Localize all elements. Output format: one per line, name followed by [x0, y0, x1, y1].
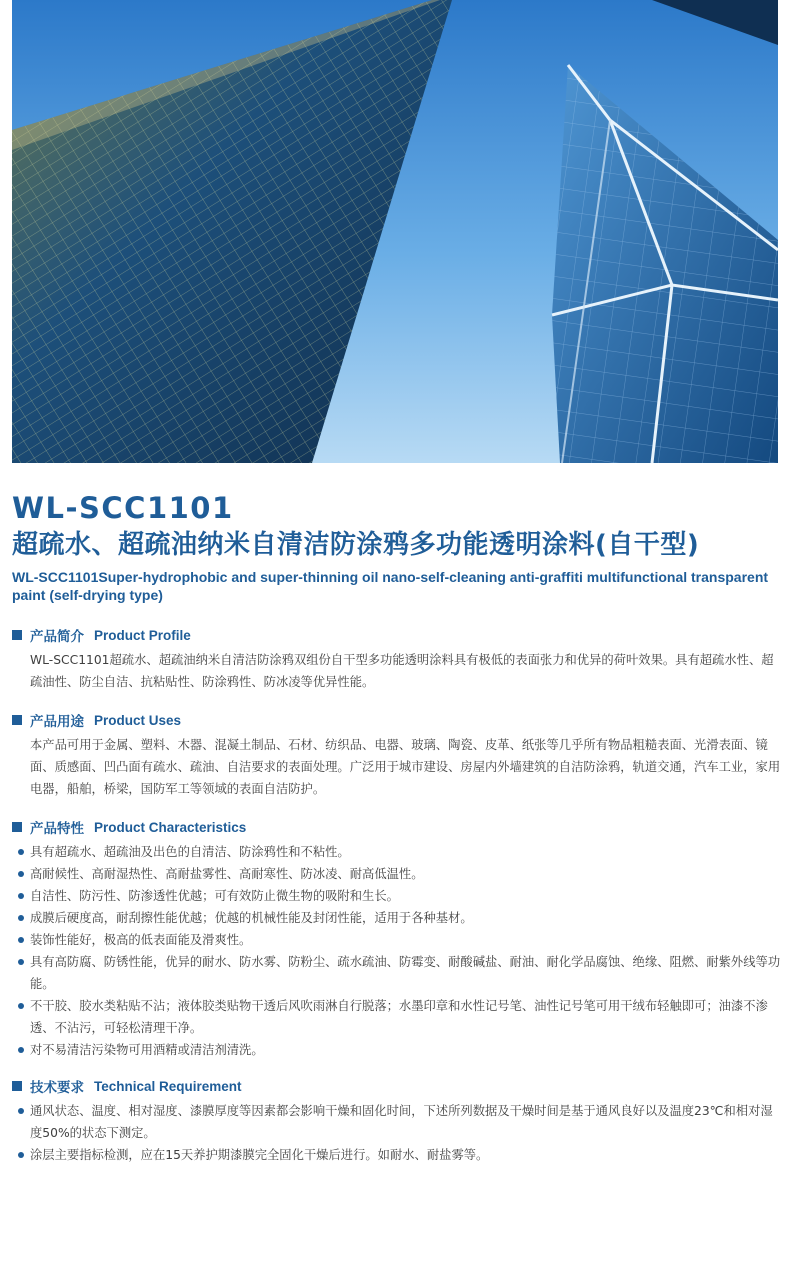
section-product-uses: [12, 710, 780, 800]
title-block: [12, 490, 782, 604]
section-technical-requirement: [12, 1076, 780, 1166]
bullet-dot-icon: [18, 937, 24, 943]
square-bullet-icon: [12, 822, 22, 832]
bullet-dot-icon: [18, 1152, 24, 1158]
section-heading: [12, 710, 780, 730]
hero-image: [12, 0, 778, 463]
list-item: 高耐候性、高耐湿热性、高耐盐雾性、高耐寒性、防冰凌、耐高低温性。: [12, 863, 782, 885]
list-item: 自洁性、防污性、防渗透性优越；可有效防止微生物的吸附和生长。: [12, 885, 782, 907]
list-item: 具有超疏水、超疏油及出色的自清洁、防涂鸦性和不粘性。: [12, 841, 782, 863]
heading-en: Product Uses: [94, 712, 182, 728]
bullet-dot-icon: [18, 915, 24, 921]
section-heading: [12, 625, 780, 645]
section-heading: [12, 817, 780, 837]
profile-text: WL-SCC1101超疏水、超疏油纳米自清洁防涂鸦双组份自干型多功能透明涂料具有极低的表面张力和优异的荷叶效果。具有超疏水性、超疏油性、防尘自洁、抗粘贴性、防涂鸦性、防冰凌等优异性能。: [30, 653, 774, 689]
product-model: WL-SCC1101: [12, 491, 234, 525]
section-heading: [12, 1076, 780, 1096]
section-product-characteristics: [12, 817, 780, 1061]
heading-cn: 产品特性: [30, 821, 84, 837]
list-item: 对不易清洁污染物可用酒精或清洁剂清洗。: [12, 1039, 782, 1061]
list-item: 不干胶、胶水类粘贴不沾；液体胶类贴物干透后风吹雨淋自行脱落；水墨印章和水性记号笔、油性记号笔可用干绒布轻触即可；油漆不渗透、不沾污，可轻松清理干净。: [12, 995, 782, 1039]
bullet-dot-icon: [18, 893, 24, 899]
skyscrapers-photo: [12, 0, 778, 463]
bullet-dot-icon: [18, 849, 24, 855]
bullet-dot-icon: [18, 959, 24, 965]
heading-en: Technical Requirement: [94, 1078, 242, 1094]
list-item: 成膜后硬度高，耐刮擦性能优越；优越的机械性能及封闭性能，适用于各种基材。: [12, 907, 782, 929]
square-bullet-icon: [12, 630, 22, 640]
list-item: 涂层主要指标检测，应在15天养护期漆膜完全固化干燥后进行。如耐水、耐盐雾等。: [12, 1144, 782, 1166]
bullet-dot-icon: [18, 1003, 24, 1009]
technical-list: [12, 1100, 780, 1166]
bullet-dot-icon: [18, 1108, 24, 1114]
product-title-cn: 超疏水、超疏油纳米自清洁防涂鸦多功能透明涂料(自干型): [12, 530, 700, 560]
characteristics-list: [12, 841, 780, 1061]
heading-cn: 技术要求: [30, 1080, 84, 1096]
heading-en: Product Characteristics: [94, 819, 247, 835]
list-item: 装饰性能好，极高的低表面能及滑爽性。: [12, 929, 782, 951]
section-product-profile: [12, 625, 780, 693]
list-item: 具有高防腐、防锈性能，优异的耐水、防水雾、防粉尘、疏水疏油、防霉变、耐酸碱盐、耐油、耐化学品腐蚀、绝缘、阻燃、耐紫外线等功能。: [12, 951, 782, 995]
heading-en: Product Profile: [94, 627, 191, 643]
square-bullet-icon: [12, 715, 22, 725]
product-title-en: WL-SCC1101Super-hydrophobic and super-thinning oil nano-self-cleaning anti-graffiti multifunctional transparent paint (self-drying type): [12, 569, 769, 603]
heading-cn: 产品用途: [30, 714, 84, 730]
heading-cn: 产品简介: [30, 629, 84, 645]
bullet-dot-icon: [18, 871, 24, 877]
list-item: 通风状态、温度、相对湿度、漆膜厚度等因素都会影响干燥和固化时间，下述所列数据及干燥时间是基于通风良好以及温度23℃和相对湿度50%的状态下测定。: [12, 1100, 782, 1144]
bullet-dot-icon: [18, 1047, 24, 1053]
uses-text: 本产品可用于金属、塑料、木器、混凝土制品、石材、纺织品、电器、玻璃、陶瓷、皮革、纸张等几乎所有物品粗糙表面、光滑表面、镜面、质感面、凹凸面有疏水、疏油、自洁要求的表面处理。广泛用于城市建设、房屋内外墙建筑的自洁防涂鸦，轨道交通，汽车工业，家用电器，船舶，桥梁，国防军工等领域的表面自洁防护。: [30, 738, 781, 796]
square-bullet-icon: [12, 1081, 22, 1091]
